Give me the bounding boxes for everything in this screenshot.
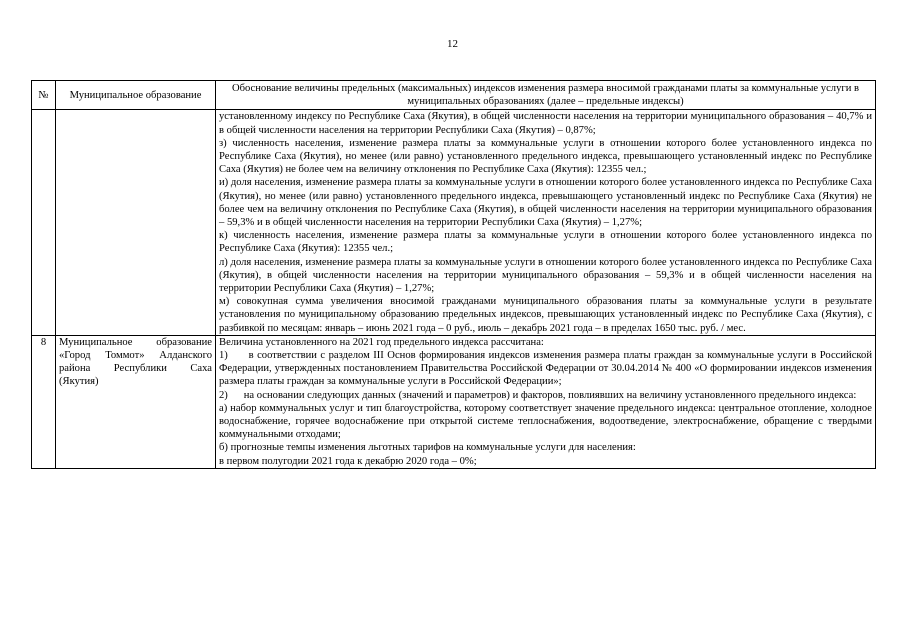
paragraph: з) численность населения, изменение размера платы за коммунальные услуги в отношении которого более установленного индекса по Республике Саха (Якутия), но менее (или равно) установленного предельного индекса, превышающего установленный индекс по Республике Саха (Якутия) не более чем на величину отклонения по Республике Саха (Якутия): 12355 чел.; <box>219 137 872 176</box>
row-municipality <box>56 110 216 335</box>
header-number: № <box>32 81 56 110</box>
row-justification <box>216 335 876 468</box>
page-number: 12 <box>447 38 458 50</box>
paragraph: 2) на основании следующих данных (значений и параметров) и факторов, повлиявших на величину установленного предельного индекса: <box>219 389 857 401</box>
header-municipality: Муниципальное образование <box>56 81 216 110</box>
table-header-row <box>32 81 876 110</box>
paragraph: к) численность населения, изменение размера платы за коммунальные услуги в отношении которого более установленного индекса по Республике Саха (Якутия): 12355 чел.; <box>219 230 872 255</box>
header-justification: Обоснование величины предельных (максимальных) индексов изменения размера вносимой гражданами платы за коммунальные услуги в муниципальных образованиях (далее – предельные индексы) <box>216 81 876 110</box>
paragraph: установленному индексу по Республике Саха (Якутия), в общей численности населения на территории муниципального образования – 40,7% и в общей численности населения на территории Республики Саха (Якутия) – 0,87%; <box>219 111 872 136</box>
paragraph: в первом полугодии 2021 года к декабрю 2020 года – 0%; <box>219 455 477 467</box>
paragraph: Величина установленного на 2021 год предельного индекса рассчитана: <box>219 336 544 348</box>
paragraph: 1) в соответствии с разделом III Основ формирования индексов изменения размера платы граждан за коммунальные услуги в Российской Федерации, утвержденных постановлением Правительства Российской Федерации от 30.04.2014 № 400 «О формировании индексов изменения размера платы граждан за коммунальные услуги в Российской Федерации»; <box>219 350 875 388</box>
paragraph: л) доля населения, изменение размера платы за коммунальные услуги в отношении которого более установленного индекса по Республике Саха (Якутия), в общей численности населения на территории муниципального образования – 59,3% и в общей численности населения на территории Республики Саха (Якутия) – 1,27%; <box>219 256 872 295</box>
table-row-8 <box>32 335 876 468</box>
paragraph: б) прогнозные темпы изменения льготных тарифов на коммунальные услуги для населения: <box>219 442 636 454</box>
row-municipality: Муниципальное образование «Город Томмот» Алданского района Республики Саха (Якутия) <box>56 335 216 468</box>
row-number <box>32 110 56 335</box>
table-row-continued <box>32 110 876 335</box>
row-number: 8 <box>32 335 56 468</box>
paragraph: и) доля населения, изменение размера платы за коммунальные услуги в отношении которого более установленного индекса по Республике Саха (Якутия), но менее (или равно) установленного предельного индекса, превышающего установленный индекс по Республике Саха (Якутия) не более чем на величину отклонения по Республике Саха (Якутия), в общей численности населения на территории муниципального образования – 59,3% и в общей численности населения на территории Республики Саха (Якутия) – 1,27%; <box>219 177 872 229</box>
justification-table <box>31 80 876 469</box>
paragraph: а) набор коммунальных услуг и тип благоустройства, которому соответствует значение предельного индекса: центральное отопление, холодное водоснабжение, горячее водоснабжение при открытой системе теплоснабжения, водоотведение, электроснабжение, обращение с твердыми коммунальными отходами; <box>219 402 872 441</box>
paragraph: м) совокупная сумма увеличения вносимой гражданами муниципального образования платы за коммунальные услуги в результате установления по муниципальному образованию предельных индексов, превышающих установленный индекс по Республике Саха (Якутия), с разбивкой по месяцам: январь – июнь 2021 года – 0 руб., июль – декабрь 2021 года – в пределах 1650 тыс. руб. / мес. <box>219 296 872 334</box>
row-justification <box>216 110 876 335</box>
